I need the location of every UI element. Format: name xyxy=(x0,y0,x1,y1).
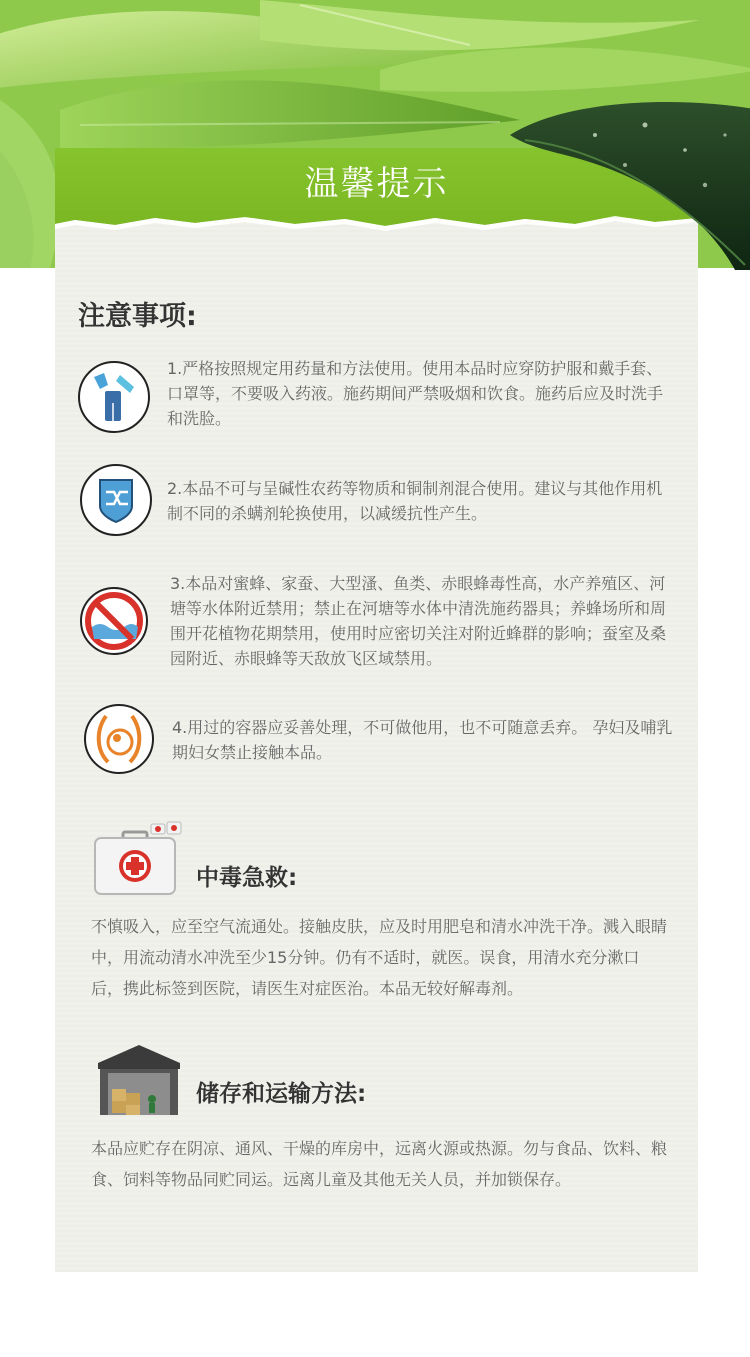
first-aid-kit-icon xyxy=(93,820,183,898)
no-mixing-shield-icon xyxy=(80,464,152,536)
first-aid-text: 不慎吸入，应至空气流通处。接触皮肤，应及时用肥皂和清水冲洗干净。溅入眼睛中，用流动清水冲洗至少15分钟。仍有不适时，就医。误食，用清水充分漱口后，携此标签到医院，请医生对症医治。本品无较好解毒剂。 xyxy=(91,917,668,998)
protective-gear-icon xyxy=(78,361,150,433)
banner-title: 温馨提示 xyxy=(304,164,449,204)
dark-tea-leaf-image xyxy=(505,95,750,270)
note-item-4: 4.用过的容器应妥善处理，不可做他用，也不可随意丢弃。 孕妇及哺乳期妇女禁止接触本品。 xyxy=(172,718,673,762)
note-item-2: 2.本品不可与呈碱性农药等物质和铜制剂混合使用。建议与其他作用机制不同的杀螨剂轮换使用，以减缓抗性产生。 xyxy=(167,479,663,523)
first-aid-title: 中毒急救: xyxy=(196,865,298,891)
pregnant-woman-icon xyxy=(84,704,154,774)
note-item-1: 1.严格按照规定用药量和方法使用。使用本品时应穿防护服和戴手套、口罩等，不要吸入药液。施药期间严禁吸烟和饮食。施药后应及时洗手和洗脸。 xyxy=(167,359,664,428)
storage-title: 储存和运输方法: xyxy=(196,1081,367,1107)
storage-text: 本品应贮存在阴凉、通风、干燥的库房中，远离火源或热源。勿与食品、饮料、粮食、饲料等物品同贮同运。远离儿童及其他无关人员，并加锁保存。 xyxy=(91,1139,668,1189)
no-water-pollution-icon xyxy=(78,585,150,657)
warehouse-icon xyxy=(96,1043,182,1117)
note-item-3: 3.本品对蜜蜂、家蚕、大型溞、鱼类、赤眼蜂毒性高，水产养殖区、河塘等水体附近禁用；禁止在河塘等水体中清洗施药器具；养蜂场所和周围开花植物花期禁用，使用时应密切关注对附近蜂群的影响；蚕室及桑园附近、赤眼蜂等天敌放飞区域禁用。 xyxy=(170,574,667,668)
notes-title: 注意事项: xyxy=(78,301,197,332)
